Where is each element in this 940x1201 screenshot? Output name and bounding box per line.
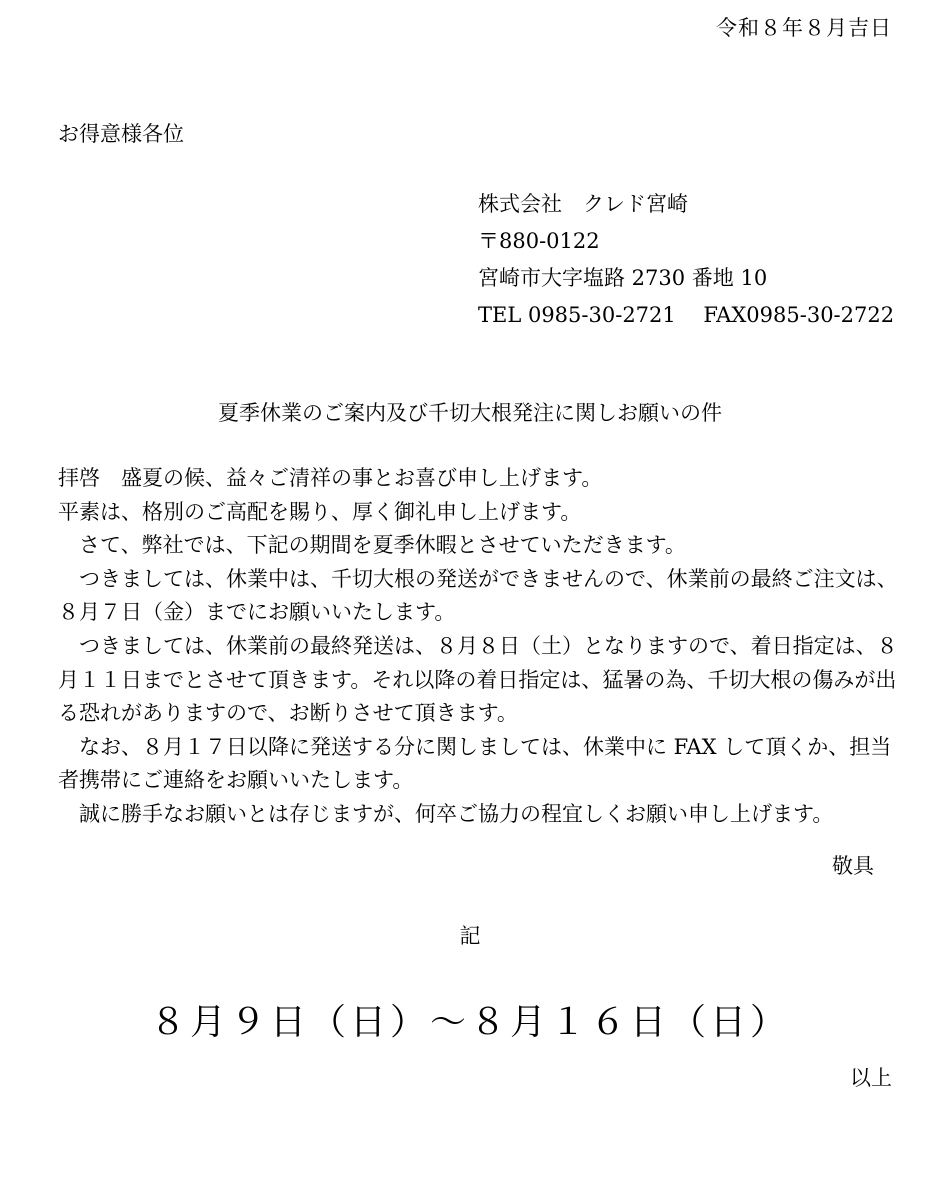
body-after-holiday: なお、８月１７日以降に発送する分に関しましては、休業中に FAX して頂くか、担当者携帯にご連絡をお願いいたします。 <box>58 734 892 793</box>
sender-company: 株式会社 クレド宮崎 <box>478 192 688 216</box>
ki-heading: 記 <box>459 924 481 948</box>
sender-postal-code: 〒880-0122 <box>478 229 600 253</box>
letter-subject: 夏季休業のご案内及び千切大根発注に関しお願いの件 <box>218 401 722 425</box>
sender-block <box>478 186 894 334</box>
body-shipping-deadline: つきましては、休業前の最終発送は、８月８日（土）となりますので、着日指定は、８月１１日までとさせて頂きます。それ以降の着日指定は、猛暑の為、千切大根の傷みが出る恐れがありますので、お断りさせて頂きます。 <box>58 633 898 726</box>
closing-ijo: 以上 <box>850 1066 892 1090</box>
body-thanks: 平素は、格別のご高配を賜り、厚く御礼申し上げます。 <box>58 499 582 524</box>
body-announcement: さて、弊社では、下記の期間を夏季休暇とさせていただきます。 <box>79 533 686 558</box>
letter-body <box>58 462 898 832</box>
sender-address: 宮崎市大字塩路 2730 番地 10 <box>478 266 768 290</box>
sender-contact: TEL 0985-30-2721 FAX0985-30-2722 <box>478 303 895 327</box>
addressee: お得意様各位 <box>58 122 184 146</box>
holiday-period: ８月９日（日）～８月１６日（日） <box>149 1002 790 1043</box>
document-date: 令和８年８月吉日 <box>716 16 892 40</box>
body-request: 誠に勝手なお願いとは存じますが、何卒ご協力の程宜しくお願い申し上げます。 <box>79 801 834 826</box>
body-greeting: 拝啓 盛夏の候、益々ご清祥の事とお喜び申し上げます。 <box>58 466 603 490</box>
closing-keigu: 敬具 <box>832 854 874 878</box>
body-order-deadline: つきましては、休業中は、千切大根の発送ができませんので、休業前の最終ご注文は、８月７日（金）までにお願いいたします。 <box>58 566 898 625</box>
